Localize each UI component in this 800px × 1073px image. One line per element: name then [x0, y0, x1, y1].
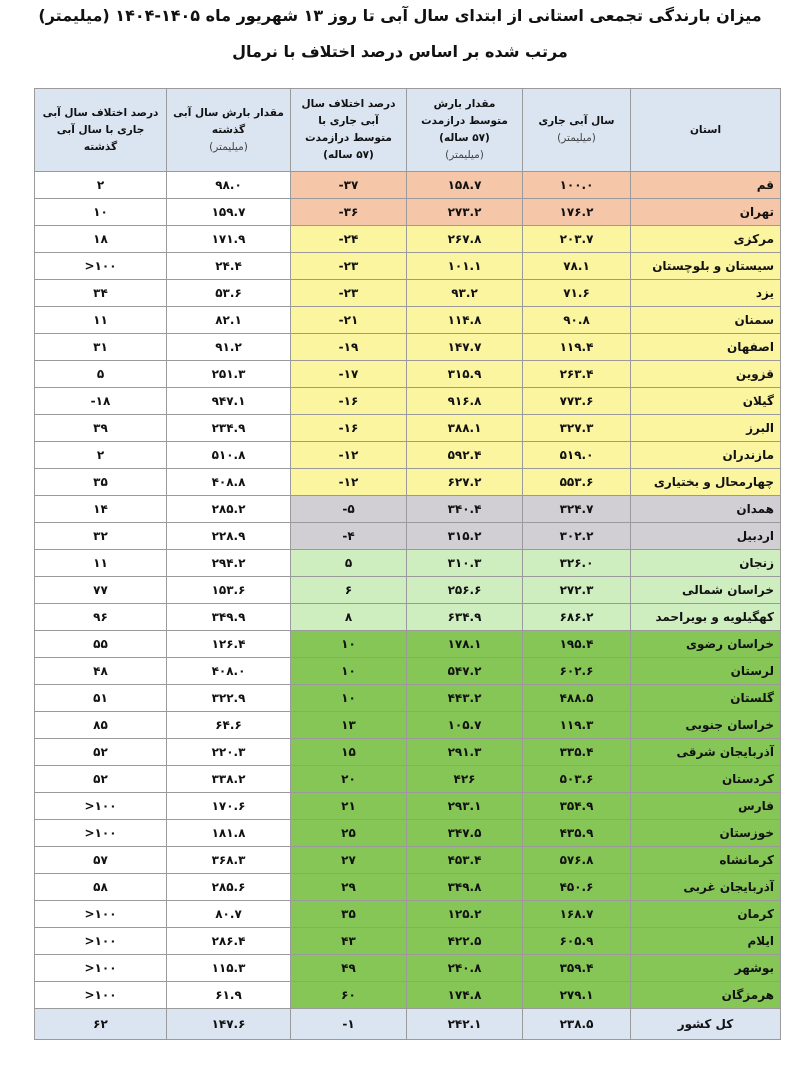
table-row: [35, 307, 781, 334]
cell-diff-last: ۵: [35, 361, 167, 388]
cell-diff-normal: ۲۱: [291, 793, 407, 820]
table-body: [35, 172, 781, 1009]
table-row: [35, 496, 781, 523]
cell-last-year: ۵۱۰.۸: [167, 442, 291, 469]
cell-current: ۱۶۸.۷: [523, 901, 631, 928]
cell-current: ۴۵۰.۶: [523, 874, 631, 901]
cell-diff-last: >۱۰۰: [35, 793, 167, 820]
table-row: [35, 577, 781, 604]
cell-diff-last: >۱۰۰: [35, 820, 167, 847]
cell-current: ۷۸.۱: [523, 253, 631, 280]
cell-average: ۱۱۴.۸: [407, 307, 523, 334]
cell-last-year: ۹۸.۰: [167, 172, 291, 199]
cell-province: مرکزی: [631, 226, 781, 253]
cell-average: ۳۴۰.۴: [407, 496, 523, 523]
cell-current: ۳۰۲.۲: [523, 523, 631, 550]
cell-last-year: ۱۷۱.۹: [167, 226, 291, 253]
cell-last-year: ۸۲.۱: [167, 307, 291, 334]
cell-average: ۹۳.۲: [407, 280, 523, 307]
cell-current: ۵۷۶.۸: [523, 847, 631, 874]
cell-diff-last: ۱۴: [35, 496, 167, 523]
cell-province: آذربایجان شرقی: [631, 739, 781, 766]
cell-current: ۲۷۲.۳: [523, 577, 631, 604]
cell-diff-normal: ۱۰: [291, 658, 407, 685]
cell-current: ۹۰.۸: [523, 307, 631, 334]
cell-province: زنجان: [631, 550, 781, 577]
cell-diff-normal: ۶: [291, 577, 407, 604]
cell-diff-normal: -۴: [291, 523, 407, 550]
cell-province: سیستان و بلوچستان: [631, 253, 781, 280]
cell-diff-normal: ۲۹: [291, 874, 407, 901]
cell-province: خراسان رضوی: [631, 631, 781, 658]
total-province: کل کشور: [631, 1009, 781, 1040]
cell-last-year: ۴۰۸.۸: [167, 469, 291, 496]
cell-average: ۱۰۱.۱: [407, 253, 523, 280]
cell-current: ۲۶۳.۴: [523, 361, 631, 388]
cell-average: ۳۱۵.۹: [407, 361, 523, 388]
table-row: [35, 550, 781, 577]
cell-average: ۲۹۳.۱: [407, 793, 523, 820]
cell-diff-normal: -۱۲: [291, 442, 407, 469]
cell-province: گیلان: [631, 388, 781, 415]
header-last-year-unit: (میلیمتر): [209, 140, 248, 153]
header-diff-last-label: درصد اختلاف سال آبی جاری با سال آبی گذشته: [42, 106, 159, 153]
cell-diff-last: >۱۰۰: [35, 928, 167, 955]
cell-diff-normal: -۱۲: [291, 469, 407, 496]
cell-average: ۲۷۳.۲: [407, 199, 523, 226]
table-row: [35, 469, 781, 496]
cell-province: اردبیل: [631, 523, 781, 550]
cell-current: ۱۰۰.۰: [523, 172, 631, 199]
cell-average: ۵۴۷.۲: [407, 658, 523, 685]
cell-diff-last: ۸۵: [35, 712, 167, 739]
table-row: [35, 172, 781, 199]
cell-diff-last: ۲: [35, 442, 167, 469]
cell-average: ۳۱۵.۲: [407, 523, 523, 550]
report-subtitle: مرتب شده بر اساس درصد اختلاف با نرمال: [232, 42, 568, 61]
header-current-label: سال آبی جاری: [538, 115, 615, 127]
cell-diff-normal: -۲۳: [291, 253, 407, 280]
cell-last-year: ۹۴۷.۱: [167, 388, 291, 415]
cell-diff-last: ۱۱: [35, 550, 167, 577]
cell-diff-last: ۵۱: [35, 685, 167, 712]
cell-average: ۴۲۶: [407, 766, 523, 793]
cell-province: کهگیلویه و بویراحمد: [631, 604, 781, 631]
cell-current: ۷۱.۶: [523, 280, 631, 307]
cell-province: گلستان: [631, 685, 781, 712]
cell-current: ۴۸۸.۵: [523, 685, 631, 712]
cell-diff-normal: -۳۶: [291, 199, 407, 226]
table-row: [35, 334, 781, 361]
cell-diff-last: >۱۰۰: [35, 253, 167, 280]
cell-province: آذربایجان غربی: [631, 874, 781, 901]
cell-diff-last: ۹۶: [35, 604, 167, 631]
cell-diff-last: ۷۷: [35, 577, 167, 604]
cell-current: ۳۳۵.۴: [523, 739, 631, 766]
cell-province: لرستان: [631, 658, 781, 685]
cell-province: بوشهر: [631, 955, 781, 982]
cell-province: قزوین: [631, 361, 781, 388]
cell-last-year: ۶۴.۶: [167, 712, 291, 739]
table-row: [35, 442, 781, 469]
table-row: [35, 280, 781, 307]
cell-last-year: ۳۲۲.۹: [167, 685, 291, 712]
cell-diff-normal: ۲۰: [291, 766, 407, 793]
cell-last-year: ۲۸۵.۲: [167, 496, 291, 523]
table-row: [35, 631, 781, 658]
table-row: [35, 847, 781, 874]
total-last-year: ۱۴۷.۶: [167, 1009, 291, 1040]
header-average-label: مقدار بارش متوسط درازمدت (۵۷ ساله): [421, 98, 508, 144]
cell-diff-last: ۵۸: [35, 874, 167, 901]
header-last-year: [167, 89, 291, 172]
cell-average: ۲۶۷.۸: [407, 226, 523, 253]
header-current-unit: (میلیمتر): [557, 132, 596, 144]
cell-last-year: ۲۴.۴: [167, 253, 291, 280]
total-current: ۲۳۸.۵: [523, 1009, 631, 1040]
cell-diff-normal: ۳۵: [291, 901, 407, 928]
cell-diff-last: >۱۰۰: [35, 982, 167, 1009]
cell-diff-last: ۱۱: [35, 307, 167, 334]
cell-diff-normal: -۱۶: [291, 415, 407, 442]
table-row: [35, 874, 781, 901]
cell-diff-last: ۳۵: [35, 469, 167, 496]
table-row: [35, 982, 781, 1009]
cell-diff-last: >۱۰۰: [35, 955, 167, 982]
header-current: [523, 89, 631, 172]
cell-average: ۱۲۵.۲: [407, 901, 523, 928]
cell-diff-last: ۲: [35, 172, 167, 199]
cell-current: ۱۱۹.۴: [523, 334, 631, 361]
cell-last-year: ۱۲۶.۴: [167, 631, 291, 658]
cell-current: ۵۰۳.۶: [523, 766, 631, 793]
cell-diff-last: ۳۹: [35, 415, 167, 442]
cell-diff-normal: ۲۷: [291, 847, 407, 874]
cell-province: هرمزگان: [631, 982, 781, 1009]
cell-current: ۵۱۹.۰: [523, 442, 631, 469]
table-row: [35, 199, 781, 226]
report-title: میزان بارندگی تجمعی استانی از ابتدای سال آبی تا روز ۱۳ شهریور ماه ۱۴۰۵-۱۴۰۴ (میلیمتر): [38, 6, 762, 25]
cell-diff-last: ۴۸: [35, 658, 167, 685]
cell-current: ۶۰۲.۶: [523, 658, 631, 685]
cell-diff-last: ۵۵: [35, 631, 167, 658]
cell-province: کردستان: [631, 766, 781, 793]
cell-average: ۹۱۶.۸: [407, 388, 523, 415]
cell-diff-normal: -۱۹: [291, 334, 407, 361]
cell-diff-last: ۳۱: [35, 334, 167, 361]
cell-diff-normal: -۲۳: [291, 280, 407, 307]
cell-diff-normal: ۵: [291, 550, 407, 577]
cell-last-year: ۶۱.۹: [167, 982, 291, 1009]
cell-current: ۴۳۵.۹: [523, 820, 631, 847]
total-average: ۲۴۲.۱: [407, 1009, 523, 1040]
cell-last-year: ۱۱۵.۳: [167, 955, 291, 982]
cell-province: فارس: [631, 793, 781, 820]
cell-average: ۳۱۰.۳: [407, 550, 523, 577]
cell-diff-last: ۱۸: [35, 226, 167, 253]
cell-average: ۱۷۴.۸: [407, 982, 523, 1009]
cell-average: ۲۹۱.۳: [407, 739, 523, 766]
cell-last-year: ۸۰.۷: [167, 901, 291, 928]
cell-diff-normal: ۴۳: [291, 928, 407, 955]
cell-diff-last: ۵۲: [35, 739, 167, 766]
cell-current: ۵۵۳.۶: [523, 469, 631, 496]
cell-province: خراسان شمالی: [631, 577, 781, 604]
cell-diff-last: ۳۲: [35, 523, 167, 550]
cell-province: یزد: [631, 280, 781, 307]
cell-average: ۳۴۷.۵: [407, 820, 523, 847]
cell-current: ۳۵۴.۹: [523, 793, 631, 820]
cell-current: ۱۹۵.۴: [523, 631, 631, 658]
cell-last-year: ۲۲۸.۹: [167, 523, 291, 550]
cell-average: ۶۲۷.۲: [407, 469, 523, 496]
header-province-label: استان: [689, 123, 722, 136]
cell-last-year: ۱۵۳.۶: [167, 577, 291, 604]
cell-diff-normal: ۱۰: [291, 631, 407, 658]
cell-last-year: ۲۹۴.۲: [167, 550, 291, 577]
table-row: [35, 820, 781, 847]
cell-last-year: ۲۸۵.۶: [167, 874, 291, 901]
table-row: [35, 361, 781, 388]
cell-current: ۷۷۳.۶: [523, 388, 631, 415]
table-row: [35, 793, 781, 820]
cell-province: البرز: [631, 415, 781, 442]
cell-last-year: ۱۵۹.۷: [167, 199, 291, 226]
table-row: [35, 928, 781, 955]
cell-average: ۱۴۷.۷: [407, 334, 523, 361]
rainfall-table: [34, 88, 781, 1040]
table-row: [35, 226, 781, 253]
cell-diff-normal: -۲۱: [291, 307, 407, 334]
cell-average: ۲۴۰.۸: [407, 955, 523, 982]
table-row: [35, 253, 781, 280]
cell-province: ایلام: [631, 928, 781, 955]
cell-diff-last: ۵۷: [35, 847, 167, 874]
cell-diff-normal: -۱۷: [291, 361, 407, 388]
cell-last-year: ۳۶۸.۳: [167, 847, 291, 874]
cell-last-year: ۲۸۶.۴: [167, 928, 291, 955]
cell-current: ۳۲۶.۰: [523, 550, 631, 577]
header-diff-last: [35, 89, 167, 172]
header-last-year-label: مقدار بارش سال آبی گذشته: [173, 106, 284, 136]
header-province: [631, 89, 781, 172]
cell-province: خراسان جنوبی: [631, 712, 781, 739]
cell-diff-normal: ۱۵: [291, 739, 407, 766]
cell-last-year: ۲۵۱.۳: [167, 361, 291, 388]
header-diff-normal: [291, 89, 407, 172]
cell-last-year: ۴۰۸.۰: [167, 658, 291, 685]
header-average: [407, 89, 523, 172]
table-row: [35, 523, 781, 550]
total-diff-last: ۶۲: [35, 1009, 167, 1040]
cell-current: ۶۸۶.۲: [523, 604, 631, 631]
header-diff-normal-label: درصد اختلاف سال آبی جاری با متوسط درازمدت (۵۷ ساله): [301, 98, 396, 161]
cell-average: ۱۰۵.۷: [407, 712, 523, 739]
cell-diff-normal: ۱۰: [291, 685, 407, 712]
cell-diff-last: ۱۰: [35, 199, 167, 226]
cell-current: ۳۵۹.۴: [523, 955, 631, 982]
cell-diff-last: ۳۴: [35, 280, 167, 307]
cell-average: ۴۴۳.۲: [407, 685, 523, 712]
cell-province: اصفهان: [631, 334, 781, 361]
total-row: [35, 1009, 781, 1040]
cell-average: ۱۷۸.۱: [407, 631, 523, 658]
table-row: [35, 739, 781, 766]
cell-last-year: ۳۴۹.۹: [167, 604, 291, 631]
cell-province: کرمان: [631, 901, 781, 928]
cell-current: ۶۰۵.۹: [523, 928, 631, 955]
table-row: [35, 388, 781, 415]
cell-current: ۱۱۹.۳: [523, 712, 631, 739]
cell-current: ۳۲۷.۳: [523, 415, 631, 442]
table-row: [35, 901, 781, 928]
table-row: [35, 712, 781, 739]
cell-province: همدان: [631, 496, 781, 523]
table-row: [35, 658, 781, 685]
cell-average: ۵۹۲.۴: [407, 442, 523, 469]
cell-province: کرمانشاه: [631, 847, 781, 874]
header-average-unit: (میلیمتر): [445, 149, 484, 161]
cell-current: ۲۰۳.۷: [523, 226, 631, 253]
cell-diff-normal: ۲۵: [291, 820, 407, 847]
cell-diff-normal: -۳۷: [291, 172, 407, 199]
cell-diff-normal: -۲۴: [291, 226, 407, 253]
cell-last-year: ۵۳.۶: [167, 280, 291, 307]
table-row: [35, 604, 781, 631]
cell-average: ۴۵۳.۴: [407, 847, 523, 874]
cell-diff-last: ۵۲: [35, 766, 167, 793]
cell-province: تهران: [631, 199, 781, 226]
table-row: [35, 415, 781, 442]
cell-last-year: ۱۸۱.۸: [167, 820, 291, 847]
cell-diff-normal: ۱۳: [291, 712, 407, 739]
cell-last-year: ۹۱.۲: [167, 334, 291, 361]
cell-diff-normal: ۴۹: [291, 955, 407, 982]
cell-current: ۳۲۴.۷: [523, 496, 631, 523]
table-header-row: [35, 89, 781, 172]
cell-diff-normal: ۶۰: [291, 982, 407, 1009]
cell-average: ۶۳۴.۹: [407, 604, 523, 631]
cell-current: ۱۷۶.۲: [523, 199, 631, 226]
cell-current: ۲۷۹.۱: [523, 982, 631, 1009]
table-row: [35, 766, 781, 793]
cell-diff-last: >۱۰۰: [35, 901, 167, 928]
cell-province: چهارمحال و بختیاری: [631, 469, 781, 496]
cell-average: ۴۲۲.۵: [407, 928, 523, 955]
cell-average: ۳۸۸.۱: [407, 415, 523, 442]
cell-average: ۱۵۸.۷: [407, 172, 523, 199]
cell-average: ۳۴۹.۸: [407, 874, 523, 901]
cell-diff-normal: -۱۶: [291, 388, 407, 415]
cell-diff-normal: -۵: [291, 496, 407, 523]
total-diff-normal: -۱: [291, 1009, 407, 1040]
cell-average: ۲۵۶.۶: [407, 577, 523, 604]
cell-last-year: ۲۲۰.۳: [167, 739, 291, 766]
table-row: [35, 685, 781, 712]
cell-last-year: ۲۳۴.۹: [167, 415, 291, 442]
cell-last-year: ۱۷۰.۶: [167, 793, 291, 820]
cell-diff-normal: ۸: [291, 604, 407, 631]
cell-last-year: ۳۳۸.۲: [167, 766, 291, 793]
cell-province: قم: [631, 172, 781, 199]
cell-diff-last: -۱۸: [35, 388, 167, 415]
table-row: [35, 955, 781, 982]
cell-province: مازندران: [631, 442, 781, 469]
cell-province: خوزستان: [631, 820, 781, 847]
cell-province: سمنان: [631, 307, 781, 334]
